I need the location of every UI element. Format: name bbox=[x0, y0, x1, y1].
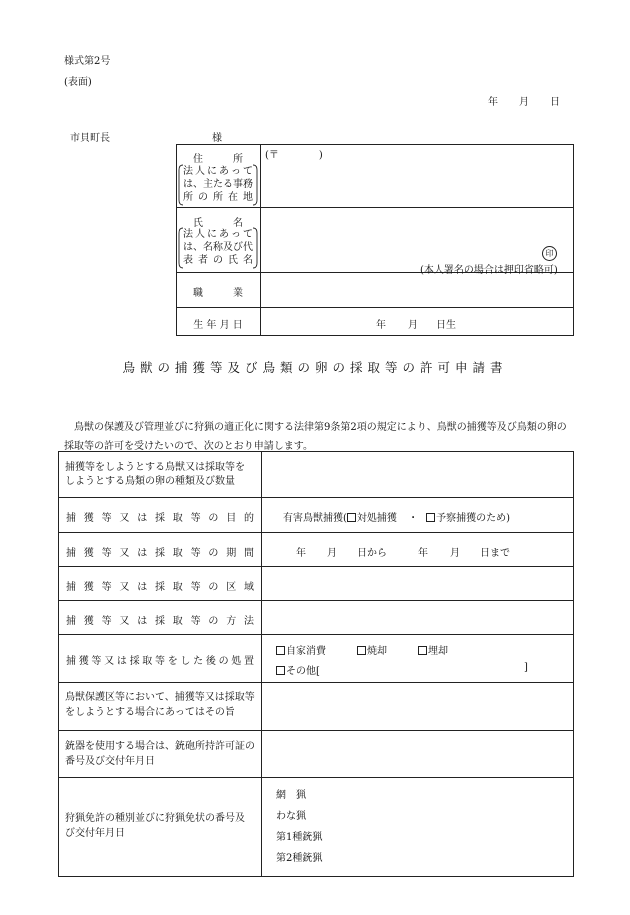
purpose-option-1: 対処捕獲 bbox=[356, 513, 397, 524]
period-m2: 月 bbox=[450, 548, 460, 559]
birthdate-month: 月 bbox=[408, 320, 418, 331]
checkbox-other[interactable] bbox=[276, 666, 285, 675]
seal-note: (本人署名の場合は押印省略可) bbox=[420, 265, 558, 276]
purpose-label: 捕獲等又は採取等の目的 bbox=[66, 513, 254, 524]
checkbox-self-consumption[interactable] bbox=[276, 646, 285, 655]
protected-area-line-2: をしようとする場合にあってはその旨 bbox=[65, 707, 235, 718]
area-label: 捕獲等又は採取等の区域 bbox=[66, 582, 254, 593]
address-note bbox=[178, 164, 258, 206]
period-m1: 月 bbox=[327, 548, 337, 559]
name-note-line-2: は、名称及び代 bbox=[183, 242, 253, 253]
address-note-line-1: 法人にあって bbox=[183, 166, 253, 177]
license-type-trap: わな猟 bbox=[276, 811, 306, 822]
seal-mark: 印 bbox=[542, 246, 557, 261]
address-label: 住 所 bbox=[193, 154, 243, 165]
species-label-line-2: しようとする鳥類の卵の種類及び数量 bbox=[65, 476, 235, 487]
firearm-line-2: 番号及び交付年月日 bbox=[65, 756, 155, 767]
birthdate-day: 日生 bbox=[436, 320, 456, 331]
disposal-self bbox=[276, 642, 326, 657]
license-label-line-1: 狩猟免許の種別並びに狩猟免状の番号及 bbox=[65, 813, 245, 824]
disposal-burial bbox=[418, 642, 448, 657]
date-year-label: 年 bbox=[488, 97, 498, 108]
protected-area-line-1: 鳥獣保護区等において、捕獲等又は採取等 bbox=[65, 692, 255, 703]
period-d1: 日から bbox=[357, 548, 387, 559]
license-type-gun1: 第1種銃猟 bbox=[276, 832, 323, 843]
checkbox-countermeasure[interactable] bbox=[347, 513, 356, 522]
name-label: 氏 名 bbox=[193, 218, 243, 229]
purpose-value bbox=[283, 509, 510, 524]
license-type-gun2: 第2種銃猟 bbox=[276, 853, 323, 864]
disposal-burial-label: 埋却 bbox=[428, 646, 448, 657]
method-label: 捕獲等又は採取等の方法 bbox=[66, 616, 254, 627]
disposal-other-label: その他[ bbox=[286, 666, 320, 677]
disposal-other-close: ] bbox=[524, 662, 528, 673]
disposal-incineration-label: 焼却 bbox=[367, 646, 387, 657]
document-title: 鳥獣の捕獲等及び鳥類の卵の採取等の許可申請書 bbox=[122, 360, 508, 375]
address-note-line-2: は、主たる事務 bbox=[183, 179, 253, 190]
side-indicator: (表面) bbox=[64, 77, 92, 88]
purpose-main: 有害鳥獣捕獲( bbox=[283, 513, 347, 524]
license-type-net: 網 猟 bbox=[276, 790, 306, 801]
addressee-title: 市貝町長 bbox=[70, 133, 110, 144]
checkbox-preventive[interactable] bbox=[426, 513, 435, 522]
addressee-honorific: 様 bbox=[212, 133, 222, 144]
purpose-option-2: 予察捕獲のため) bbox=[436, 513, 510, 524]
date-day-label: 日 bbox=[550, 97, 560, 108]
intro-line-1: 鳥獣の保護及び管理並びに狩猟の適正化に関する法律第9条第2項の規定により、鳥獣の捕獲等及び鳥類の卵の bbox=[74, 422, 567, 433]
checkbox-incineration[interactable] bbox=[357, 646, 366, 655]
date-month-label: 月 bbox=[519, 97, 529, 108]
license-label-line-2: び交付年月日 bbox=[65, 828, 125, 839]
occupation-label: 職 業 bbox=[193, 288, 243, 299]
period-d2: 日まで bbox=[480, 548, 510, 559]
address-note-line-3: 所の所在地 bbox=[183, 192, 253, 203]
name-note bbox=[178, 227, 258, 269]
disposal-label: 捕獲等又は採取等をした後の処置 bbox=[66, 656, 254, 667]
checkbox-burial[interactable] bbox=[418, 646, 427, 655]
form-number: 様式第2号 bbox=[64, 56, 111, 67]
period-label: 捕獲等又は採取等の期間 bbox=[66, 548, 254, 559]
purpose-separator: ・ bbox=[408, 513, 419, 524]
firearm-line-1: 銃器を使用する場合は、銃砲所持許可証の bbox=[65, 741, 255, 752]
birthdate-label: 生 年 月 日 bbox=[193, 320, 243, 331]
name-note-line-1: 法人にあって bbox=[183, 229, 253, 240]
postal-code-field[interactable]: (〒 ) bbox=[265, 150, 323, 161]
period-y1: 年 bbox=[296, 548, 306, 559]
species-label-line-1: 捕獲等をしようとする鳥獣又は採取等を bbox=[65, 462, 245, 473]
disposal-other bbox=[276, 662, 320, 677]
period-y2: 年 bbox=[418, 548, 428, 559]
disposal-incineration bbox=[357, 642, 387, 657]
birthdate-year: 年 bbox=[376, 320, 386, 331]
intro-line-2: 採取等の許可を受けたいので、次のとおり申請します。 bbox=[64, 441, 313, 452]
disposal-self-label: 自家消費 bbox=[286, 646, 326, 657]
name-note-line-3: 表者の氏名 bbox=[183, 255, 253, 266]
